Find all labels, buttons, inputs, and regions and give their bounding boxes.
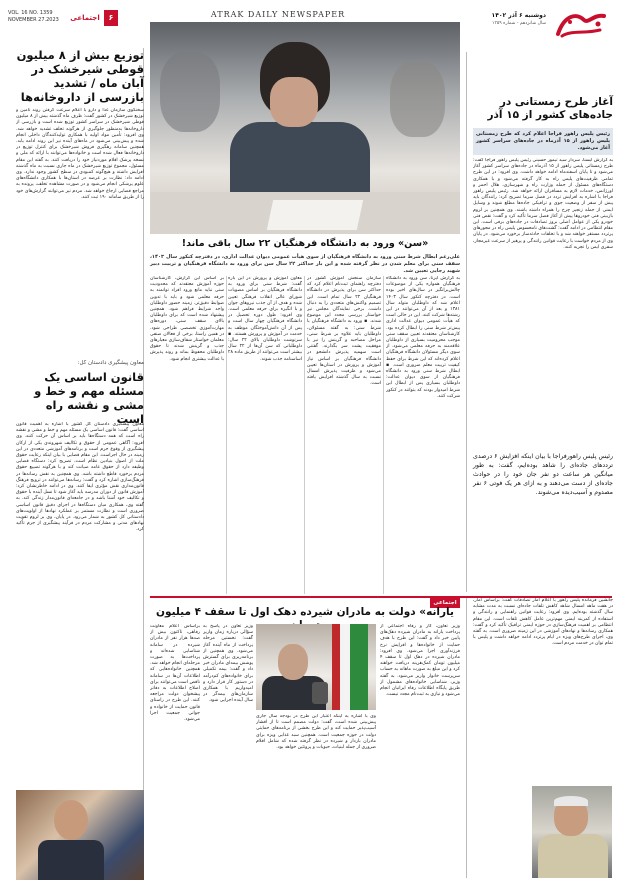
bottom-section-label: اجتماعی bbox=[430, 598, 460, 608]
winter-plan-lead: رئیس پلیس راهور فراجا اعلام کرد که طرح زمستانی پلیس راهور از ۱۵ آذرماه در جاده‌های سراسر کشور آغاز می‌شود. bbox=[473, 128, 613, 155]
kicker-prosecutor: معاون پیشگیری دادستان کل: bbox=[77, 360, 144, 366]
date-persian: دوشنبه ۶ آذر ۱۴۰۲ bbox=[491, 12, 546, 19]
headline-subsidy[interactable]: یارانه» دولت به مادران شیرده دهک اول تا سقف ۴ میلیون bbox=[156, 606, 454, 618]
volume-line: VOL. 16 NO. 1359 bbox=[8, 10, 53, 16]
police-official-photo bbox=[532, 786, 612, 878]
traffic-stats-body: جانشین فرمانده پلیس راهور با اعلام آمار تصادفات گفت: براساس آمار، در هفت ماهه امسال شاهد کاهش تلفات جاده‌ای نسبت به مدت مشابه سال گذشته بوده‌ایم. وی افزود: رعایت قوانین راهنمایی و رانندگی و استفاده از کمربند ایمنی مهم‌ترین عامل کاهش تلفات است. این مقام انتظامی بر اهمیت فرهنگ‌سازی در حوزه ایمنی ترافیک تأکید کرد و گفت: همکاری رسانه‌ها و نهادهای آموزشی در این زمینه ضروری است. به گفته وی، اجرای طرح‌های ویژه در ایام پرتردد ادامه خواهد داشت و پلیس با تمام توان در خدمت مردم است. bbox=[473, 598, 613, 647]
hero-photo-students bbox=[150, 22, 460, 234]
subsidy-column-3: وزیر تعاون در پاسخ به سؤالی درباره زمان واریز گفت: نخستین مرحله پرداخت از ماه آینده آغاز می‌شود. وی همچنین از برنامه‌ریزی برای گسترش پوشش بیمه‌ای مادران خبر داد و گفت: بیمه تکمیلی برای خانواده‌های کم‌درآمد در دستور کار قرار دارد و امیدواریم با همکاری سازمان‌های بیمه‌گر در سال آینده اجرایی شود. bbox=[203, 624, 253, 704]
header-date bbox=[476, 12, 546, 27]
right-column bbox=[466, 52, 612, 592]
atrak-logo-mark bbox=[550, 6, 612, 44]
subsidy-column-1: وزیر تعاون، کار و رفاه اجتماعی از پرداخت یارانه به مادران شیرده دهک‌های پایین خبر داد و گفت: این طرح با هدف حمایت از خانواده‌ها و افزایش نرخ فرزندآوری اجرا می‌شود. وی افزود: مادران شیرده در دهک اول تا سقف ۴ میلیون تومان کمک‌هزینه دریافت خواهند کرد و این مبلغ به صورت ماهانه به حساب سرپرست خانوار واریز می‌شود. به گفته وزیر، شناسایی خانواده‌های مشمول از طریق پایگاه اطلاعات رفاه ایرانیان انجام می‌شود و نیازی به ثبت‌نام مجدد نیست. bbox=[380, 624, 460, 698]
hero-column-2: سازمان سنجش آموزش کشور در دفترچه راهنمای ثبت‌نام اعلام کرد که حداکثر سن برای پذیرش در دانشگاه فرهنگیان ۲۲ سال تمام است. این تصمیم واکنش‌های متعددی را به دنبال داشت. برخی نمایندگان مجلس نیز خواستار بررسی مجدد این موضوع شدند. ▪ ورود به دانشگاه فرهنگیان با شرط سنی: به گفته مسئولان، داوطلبان باید علاوه بر شرط سنی، مراحل مصاحبه و گزینش را نیز با موفقیت پشت سر بگذارند. گفتنی است سهمیه پذیرش دانشجو در دانشگاه فرهنگیان بر اساس نیاز آموزش و پرورش در استان‌ها تعیین می‌شود و ظرفیت پذیرش امسال نسبت به سال گذشته افزایش یافته است. bbox=[307, 276, 381, 387]
volume-text bbox=[8, 10, 59, 24]
headline-winter-plan[interactable]: آغاز طرح زمستانی در جاده‌های کشور از ۱۵ آذر bbox=[487, 96, 613, 121]
volume-info bbox=[8, 10, 118, 40]
article-constitution-body: معاون پیشگیری دادستان کل کشور با اشاره به اهمیت قانون اساسی گفت: قانون اساسی یک مسئله مهم و خط و مشی و نقشه راه است که همه دستگاه‌ها باید بر اساس آن حرکت کنند. وی افزود: آگاهی عمومی از حقوق و تکالیف شهروندی یکی از ارکان پیشگیری از وقوع جرم است و برنامه‌های آموزشی متعددی در این زمینه در حال اجراست. این مقام قضایی با بیان اینکه رعایت حقوق ملت از اصول بنیادین نظام است، تصریح کرد: دستگاه قضایی وظیفه دارد از حقوق عامه صیانت کند و با هرگونه تضییع حقوق مردم برخورد قاطع داشته باشد. وی همچنین به نقش رسانه‌ها در فرهنگ‌سازی اشاره کرد و گفت: رسانه‌ها می‌توانند در ترویج فرهنگ قانون‌مداری نقش مؤثری ایفا کنند. وی در ادامه خاطرنشان کرد: آموزش قانون از دوران مدرسه باید آغاز شود تا نسل آینده با حقوق و تکالیف خود آشنا باشد و در جامعه‌ای قانون‌مدار زندگی کند. به گفته وی، همکاری میان دستگاه‌ها در اجرای دقیق قانون اساسی ضروری است و نظارت مستمر بر عملکرد نهادها از اولویت‌های دادستانی کل کشور به شمار می‌رود. در پایان، وی بر لزوم تقویت نهادهای مدنی و مشارکت مردم در فرآیند پیشگیری از جرم تأکید کرد. bbox=[16, 422, 144, 533]
left-column bbox=[16, 48, 144, 878]
hero-column-4: بر اساس این گزارش، کارشناسان حوزه آموزش معتقدند که محدودیت سنی نباید مانع ورود افراد توانمند به حرفه معلمی شود و باید با تدوین ضوابط دقیق‌تر، زمینه حضور داوطلبان واجد شرایط فراهم شود. همچنین پیشنهاد شده است که برای داوطلبان بالای سقف سنی، دوره‌های مهارت‌آموزی تخصصی طراحی شود. در همین راستا، برخی از فعالان صنفی معلمان خواستار شفاف‌سازی معیارهای جذب و گزینش شدند تا حقوق داوطلبان محفوظ بماند و روند پذیرش با عدالت بیشتری انجام شود. bbox=[150, 276, 224, 362]
masthead: ATRAK DAILY NEWSPAPER bbox=[210, 10, 346, 19]
article-formula-body: سخنگوی سازمان غذا و دارو با اعلام سرعت گرفتن روند تأمین و توزیع شیرخشک در کشور گفت: ظرف ماه گذشته بیش از ۸ میلیون قوطی شیرخشک در سراسر کشور توزیع شده است و بازرسی از داروخانه‌ها به‌منظور جلوگیری از هرگونه تخلف تشدید خواهد شد. وی افزود: تأمین مواد اولیه با همکاری تولیدکنندگان داخلی انجام شده و پیش‌بینی می‌شود در ماه‌های آینده نیز این روند ادامه یابد. همچنین سامانه رهگیری فروش شیرخشک برای کنترل توزیع در داروخانه‌ها فعال شده است و خانواده‌ها می‌توانند با ارائه کد ملی و نسخه پزشک اقلام موردنیاز خود را دریافت کنند. به گفته این مقام مسئول، مجموع توزیع شیرخشک در ماه جاری نسبت به ماه گذشته افزایش داشته و هیچ‌گونه کمبودی در سطح کشور وجود ندارد. وی ادامه داد: نظارت بر عرضه در استان‌ها با همکاری دانشگاه‌های علوم پزشکی انجام می‌شود و در صورت مشاهده تخلف، پرونده به مراجع قضایی ارجاع خواهد شد. مردم نیز می‌توانند گزارش‌های خود را از طریق سامانه ۱۹۰ ثبت کنند. bbox=[16, 108, 144, 200]
hero-article-columns bbox=[150, 276, 460, 594]
headline-formula[interactable]: توزیع بیش از ۸ میلیون قوطی شیرخشک در آبان ماه / تشدید بازرسی از داروخانه‌ها bbox=[16, 48, 144, 104]
headline-constitution[interactable]: قانون اساسی یک مسئله مهم و خط و مشی و نقشه راه است bbox=[34, 370, 144, 426]
column-divider bbox=[383, 276, 384, 594]
column-divider bbox=[226, 276, 227, 594]
issue-date-line: NOVEMBER 27.2023 bbox=[8, 17, 59, 23]
page-number: ۶ bbox=[104, 10, 118, 26]
hero-column-3: معاون آموزش و پرورش در این باره گفت: شرط سنی برای ورود به دانشگاه فرهنگیان بر اساس مصوبات شورای عالی انقلاب فرهنگی تعیین شده و هدف از آن جذب نیروهای جوان و با انگیزه برای حرفه معلمی است. وی افزود: طول دوره تحصیل در دانشگاه فرهنگیان چهار سال است و پس از آن دانش‌آموختگان موظف به خدمت در آموزش و پرورش هستند. ▪ سرنوشت داوطلبان بالای ۲۲ سال: داوطلبانی که سن آن‌ها از ۲۲ سال بیشتر است می‌توانند از طریق ماده ۲۸ اساسنامه جذب شوند. bbox=[228, 276, 302, 362]
minister-photo bbox=[256, 624, 376, 710]
official-portrait-photo bbox=[16, 790, 144, 880]
hero-lead: علی‌رغم ابطال شرط سنی ورود به دانشگاه فرهنگیان از سوی هیأت عمومی دیوان عدالت اداری، در دفترچه کنکور سال ۱۴۰۳، سقف سنی برای معلم شدن در نظر گرفته شده و این بار حداکثر ۲۲ سال سن برای ورود به دانشگاه فرهنگیان و تربیت دبیر شهید رجایی تعیین شد. bbox=[150, 254, 460, 274]
subsidy-column-4: براساس اعلام معاونت رفاهی، تاکنون بیش از صدها هزار نفر از مادران شیرده در سامانه شناسایی شده‌اند و پرداخت‌ها به صورت مرحله‌ای انجام خواهد شد. همچنین خانواده‌هایی که اطلاعات آن‌ها در سامانه ناقص است می‌توانند برای اصلاح اطلاعات به دفاتر پیشخوان دولت مراجعه کنند. این طرح در راستای قانون حمایت از خانواده و جوانی جمعیت اجرا می‌شود. bbox=[150, 624, 200, 723]
hero-column-1: به گزارش ایرنا، سن ورود به دانشگاه فرهنگیان همواره یکی از موضوعات چالش‌برانگیز در سال‌های اخیر بوده است. در دفترچه کنکور سال ۱۴۰۳ اعلام شد که داوطلبان متولد سال ۱۳۸۱ و بعد از آن می‌توانند در این رشته‌ها شرکت کنند. این در حالی است که هیأت عمومی دیوان عدالت اداری پیش‌تر شرط سنی را ابطال کرده بود. کارشناسان معتقدند تعیین سقف سنی موجب محرومیت بسیاری از داوطلبان علاقه‌مند به حرفه معلمی می‌شود. از سوی دیگر مسئولان دانشگاه فرهنگیان اعلام کرده‌اند که این شرط برای حفظ کیفیت تربیت معلم ضروری است. ▪ ابطال شرط سنی ورود به دانشگاه فرهنگیان از سوی دیوان عدالت: داوطلبان بسیاری پس از ابطال این شرط امیدوار بودند که بتوانند در کنکور شرکت کنند. bbox=[386, 276, 460, 399]
subsidy-column-2: وی با اشاره به اینکه اعتبار این طرح در بودجه سال جاری پیش‌بینی شده است، گفت: دولت مصمم است تا از اقشار آسیب‌پذیر حمایت کند و این طرح بخشی از برنامه‌های حمایتی دولت در حوزه جمعیت است. همچنین سبد غذایی ویژه برای مادران باردار و شیرده در نظر گرفته شده که شامل اقلام ضروری از جمله لبنیات، حبوبات و پروتئین خواهد بود. bbox=[256, 714, 376, 751]
section-label: اجتماعی bbox=[70, 14, 100, 22]
atrak-logo bbox=[550, 6, 612, 44]
pull-quote: رئیس پلیس راهورفراجا با بیان اینکه افزایش ۶ درصدی ترددهای جاده‌ای را شاهد بوده‌ایم، گفت: به طور میانگین هر ساعت دو نفر جان خود را در حوادث جاده‌ای از دست می‌دهند و به ازای هر یک فوتی ۶ نفر مصدوم و آسیب‌دیده می‌شوند. bbox=[473, 453, 613, 496]
winter-plan-body: به گزارش ایسنا، سردار سید تیمور حسینی رئیس پلیس راهور فراجا گفت: طرح زمستانی پلیس راهور از ۱۵ آذرماه در جاده‌های سراسر کشور آغاز می‌شود و تا پایان اسفندماه ادامه خواهد داشت. وی افزود: در این طرح تمامی ظرفیت‌های پلیس راه به کار گرفته می‌شود و با همکاری دستگاه‌های مسئول از جمله وزارت راه و شهرسازی، هلال احمر و اورژانس، خدمات لازم به مسافران ارائه خواهد شد. رئیس پلیس راهور فراجا با اشاره به افزایش تردد در فصل سرما تصریح کرد: رانندگان باید پیش از سفر از وضعیت جوی و ترافیکی جاده‌ها مطلع شوند و وسایل ایمنی از جمله زنجیر چرخ را همراه داشته باشند. وی همچنین بر لزوم بازبینی فنی خودروها پیش از آغاز فصل سرما تأکید کرد و گفت: نقص فنی خودرو یکی از عوامل اصلی بروز تصادفات در جاده‌های برفی است. این مقام انتظامی در ادامه گفت: گشت‌های نامحسوس پلیس راه در محورهای پرتردد مستقر خواهند شد و با تخلفات حادثه‌ساز برخورد می‌شود. در پایان وی از مردم خواست با رعایت قوانین رانندگی و پرهیز از سرعت غیرمجاز، سفری ایمن را تجربه کنند. bbox=[473, 158, 613, 250]
hero-headline[interactable]: «سن» ورود به دانشگاه فرهنگیان ۲۲ سال باقی ماند! bbox=[181, 238, 429, 249]
date-sub: سال شانزدهم - شماره ۱۳۵۹ bbox=[492, 21, 546, 26]
column-divider bbox=[304, 276, 305, 594]
